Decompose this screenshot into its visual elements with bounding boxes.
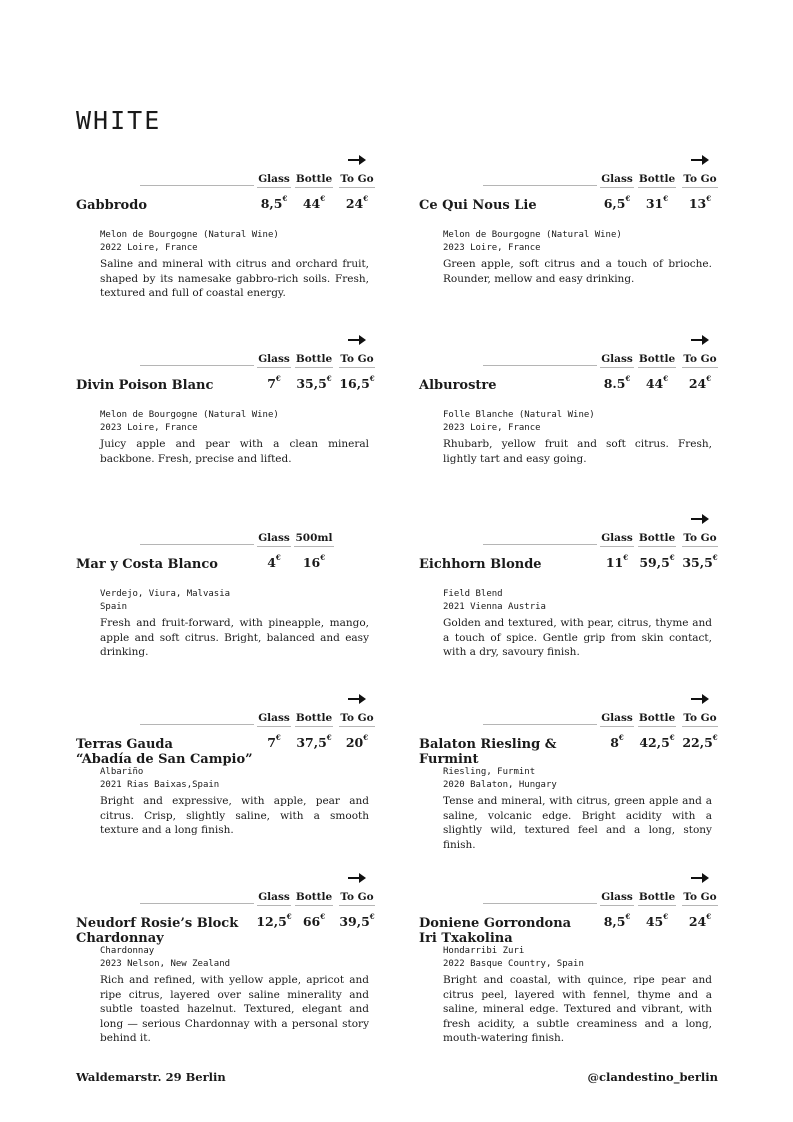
grape-variety: Chardonnay: [100, 946, 155, 956]
price-value: 39,5: [339, 914, 370, 929]
column-header-label: Bottle: [638, 532, 676, 547]
currency-symbol: €: [282, 194, 288, 203]
wine-name-line: Neudorf Rosie’s Block: [76, 916, 239, 931]
wine-name-line: Iri Txakolina: [419, 931, 513, 946]
column-header: [332, 891, 382, 906]
currency-symbol: €: [275, 553, 281, 562]
wine-name: [76, 198, 147, 213]
currency-symbol: €: [706, 374, 712, 383]
column-header-label: To Go: [682, 891, 717, 906]
price-value: 45: [645, 914, 664, 929]
header-rule: [140, 724, 254, 725]
column-header: [675, 532, 725, 547]
tasting-note: Saline and mineral with citrus and orchard fruit, shaped by its namesake gabbro-rich soils. Fresh, textured and full of coastal energy.: [100, 258, 369, 299]
currency-symbol: €: [625, 374, 631, 383]
column-header-label: Bottle: [295, 712, 333, 727]
price-value: 24: [345, 196, 364, 211]
currency-symbol: €: [663, 194, 669, 203]
wine-name-line: Gabbrodo: [76, 198, 147, 213]
currency-symbol: €: [712, 553, 718, 562]
vintage-origin: 2023 Nelson, New Zealand: [100, 959, 231, 969]
vintage-origin: 2020 Balaton, Hungary: [443, 780, 557, 790]
to-go-arrow-icon: [348, 873, 364, 883]
to-go-arrow-icon: [691, 873, 707, 883]
column-header-label: Glass: [600, 712, 634, 727]
price-value: 35,5: [682, 555, 713, 570]
currency-symbol: €: [706, 194, 712, 203]
column-header-label: To Go: [682, 173, 717, 188]
price: [675, 555, 725, 570]
price-value: 66: [302, 914, 321, 929]
currency-symbol: €: [275, 374, 281, 383]
currency-symbol: €: [625, 912, 631, 921]
price-value: 37,5: [296, 735, 327, 750]
column-header-label: Bottle: [638, 353, 676, 368]
footer-handle: @clandestino_berlin: [587, 1070, 718, 1084]
currency-symbol: €: [618, 733, 624, 742]
grape-variety: Riesling, Furmint: [443, 767, 536, 777]
column-header-label: To Go: [339, 353, 374, 368]
column-header: [675, 712, 725, 727]
wine-name-line: Balaton Riesling &: [419, 737, 557, 752]
currency-symbol: €: [669, 733, 675, 742]
price: [332, 914, 382, 929]
price: [332, 376, 382, 391]
price: [675, 376, 725, 391]
column-header-label: Bottle: [295, 891, 333, 906]
wine-name-line: Ce Qui Nous Lie: [419, 198, 537, 213]
column-header-label: Glass: [600, 353, 634, 368]
price-value: 31: [645, 196, 664, 211]
header-rule: [483, 365, 597, 366]
price: [289, 555, 339, 570]
column-header-label: Glass: [257, 532, 291, 547]
tasting-note: Rich and refined, with yellow apple, apricot and ripe citrus, layered over saline minerality and subtle toasted hazelnut. Textured, elegant and long — serious Chardonnay with a personal story behind it.: [100, 974, 369, 1044]
vintage-origin: 2023 Loire, France: [100, 423, 198, 433]
price-value: 11: [605, 555, 624, 570]
price: [332, 196, 382, 211]
currency-symbol: €: [369, 374, 375, 383]
wine-name-line: “Abadía de San Campio”: [76, 752, 253, 767]
currency-symbol: €: [712, 733, 718, 742]
column-header-label: Glass: [600, 891, 634, 906]
vintage-origin: 2022 Basque Country, Spain: [443, 959, 584, 969]
column-header-label: Bottle: [638, 173, 676, 188]
column-header-label: To Go: [682, 532, 717, 547]
column-header-label: 500ml: [294, 532, 333, 547]
price-value: 8,5: [603, 914, 626, 929]
price-value: 44: [645, 376, 664, 391]
page-title: WHITE: [76, 106, 162, 135]
price-value: 20: [345, 735, 364, 750]
column-header-label: To Go: [339, 173, 374, 188]
wine-name: [419, 557, 542, 572]
header-rule: [140, 903, 254, 904]
column-header-label: Glass: [600, 532, 634, 547]
price: [675, 914, 725, 929]
currency-symbol: €: [369, 912, 375, 921]
currency-symbol: €: [286, 912, 292, 921]
price-value: 59,5: [639, 555, 670, 570]
column-header-label: Bottle: [295, 353, 333, 368]
grape-variety: Albariño: [100, 767, 144, 777]
price-value: 44: [302, 196, 321, 211]
tasting-note: Tense and mineral, with citrus, green apple and a saline, volcanic edge. Bright acidity with a slightly wild, textured feel and a long, stony finish.: [443, 795, 712, 851]
currency-symbol: €: [320, 194, 326, 203]
wine-name-line: Eichhorn Blonde: [419, 557, 542, 572]
wine-name-line: Alburostre: [419, 378, 497, 393]
currency-symbol: €: [363, 194, 369, 203]
wine-name: [419, 198, 537, 213]
column-header: [289, 532, 339, 547]
wine-name: [419, 378, 497, 393]
column-header-label: Glass: [600, 173, 634, 188]
column-header: [675, 173, 725, 188]
grape-variety: Melon de Bourgogne (Natural Wine): [443, 230, 622, 240]
tasting-note: Bright and coastal, with quince, ripe pear and citrus peel, layered with fennel, thyme and a saline, mineral edge. Textured and vibrant, with fresh acidity, a subtle creaminess and a long, mouth-watering finish.: [443, 974, 712, 1044]
currency-symbol: €: [320, 912, 326, 921]
currency-symbol: €: [326, 374, 332, 383]
grape-variety: Field Blend: [443, 589, 503, 599]
vintage-origin: 2021 Vienna Austria: [443, 602, 546, 612]
wine-name-line: Doniene Gorrondona: [419, 916, 572, 931]
vintage-origin: 2022 Loire, France: [100, 243, 198, 253]
header-rule: [140, 185, 254, 186]
header-rule: [483, 903, 597, 904]
grape-variety: Melon de Bourgogne (Natural Wine): [100, 410, 279, 420]
wine-name: [76, 557, 218, 572]
price-value: 8: [610, 735, 619, 750]
wine-name: [76, 916, 238, 946]
price: [675, 735, 725, 750]
column-header: [332, 353, 382, 368]
to-go-arrow-icon: [691, 514, 707, 524]
currency-symbol: €: [663, 912, 669, 921]
wine-name-line: Divin Poison Blanc: [76, 378, 214, 393]
price-value: 16: [302, 555, 321, 570]
column-header-label: Bottle: [638, 712, 676, 727]
price-value: 42,5: [639, 735, 670, 750]
column-header: [675, 891, 725, 906]
tasting-note: Fresh and fruit-forward, with pineapple, mango, apple and soft citrus. Bright, balanced and easy drinking.: [100, 617, 369, 658]
currency-symbol: €: [623, 553, 629, 562]
grape-variety: Verdejo, Viura, Malvasia: [100, 589, 231, 599]
wine-name: [419, 737, 556, 767]
to-go-arrow-icon: [348, 335, 364, 345]
price-value: 12,5: [256, 914, 287, 929]
wine-name-line: Chardonnay: [76, 931, 164, 946]
grape-variety: Melon de Bourgogne (Natural Wine): [100, 230, 279, 240]
wine-name-line: Mar y Costa Blanco: [76, 557, 218, 572]
column-header-label: Bottle: [638, 891, 676, 906]
price-value: 4: [267, 555, 276, 570]
column-header-label: To Go: [682, 712, 717, 727]
column-header-label: To Go: [339, 891, 374, 906]
currency-symbol: €: [669, 553, 675, 562]
column-header-label: To Go: [339, 712, 374, 727]
price-value: 16,5: [339, 376, 370, 391]
price-value: 24: [688, 914, 707, 929]
wine-name: [76, 378, 213, 393]
wine-name-line: Furmint: [419, 752, 479, 767]
header-rule: [483, 724, 597, 725]
tasting-note: Juicy apple and pear with a clean mineral backbone. Fresh, precise and lifted.: [100, 438, 369, 465]
price-value: 7: [267, 376, 276, 391]
price-value: 24: [688, 376, 707, 391]
price-value: 8,5: [260, 196, 283, 211]
to-go-arrow-icon: [691, 155, 707, 165]
currency-symbol: €: [363, 733, 369, 742]
footer-address: Waldemarstr. 29 Berlin: [76, 1070, 226, 1084]
column-header-label: Bottle: [295, 173, 333, 188]
to-go-arrow-icon: [691, 335, 707, 345]
to-go-arrow-icon: [348, 155, 364, 165]
currency-symbol: €: [625, 194, 631, 203]
column-header-label: Glass: [257, 712, 291, 727]
price-value: 22,5: [682, 735, 713, 750]
tasting-note: Green apple, soft citrus and a touch of brioche. Rounder, mellow and easy drinking.: [443, 258, 712, 285]
price-value: 35,5: [296, 376, 327, 391]
currency-symbol: €: [326, 733, 332, 742]
grape-variety: Folle Blanche (Natural Wine): [443, 410, 595, 420]
header-rule: [483, 544, 597, 545]
vintage-origin: Spain: [100, 602, 128, 612]
currency-symbol: €: [663, 374, 669, 383]
column-header: [332, 712, 382, 727]
price-value: 8.5: [603, 376, 626, 391]
column-header-label: Glass: [257, 891, 291, 906]
price: [332, 735, 382, 750]
column-header-label: Glass: [257, 353, 291, 368]
header-rule: [140, 365, 254, 366]
price-value: 13: [688, 196, 707, 211]
column-header-label: To Go: [682, 353, 717, 368]
vintage-origin: 2023 Loire, France: [443, 423, 541, 433]
grape-variety: Hondarribi Zuri: [443, 946, 525, 956]
header-rule: [483, 185, 597, 186]
wine-name: [76, 737, 253, 767]
tasting-note: Bright and expressive, with apple, pear and citrus. Crisp, slightly saline, with a smooth texture and a long finish.: [100, 795, 369, 836]
currency-symbol: €: [706, 912, 712, 921]
tasting-note: Golden and textured, with pear, citrus, thyme and a touch of spice. Gentle grip from skin contact, with a dry, savoury finish.: [443, 617, 712, 658]
wine-name: [419, 916, 571, 946]
vintage-origin: 2023 Loire, France: [443, 243, 541, 253]
wine-name-line: Terras Gauda: [76, 737, 173, 752]
currency-symbol: €: [275, 733, 281, 742]
to-go-arrow-icon: [691, 694, 707, 704]
tasting-note: Rhubarb, yellow fruit and soft citrus. Fresh, lightly tart and easy going.: [443, 438, 712, 465]
column-header: [332, 173, 382, 188]
vintage-origin: 2021 Rias Baixas,Spain: [100, 780, 220, 790]
price-value: 6,5: [603, 196, 626, 211]
wine-grid: [76, 0, 718, 1122]
header-rule: [140, 544, 254, 545]
to-go-arrow-icon: [348, 694, 364, 704]
price: [675, 196, 725, 211]
currency-symbol: €: [320, 553, 326, 562]
column-header-label: Glass: [257, 173, 291, 188]
column-header: [675, 353, 725, 368]
price-value: 7: [267, 735, 276, 750]
